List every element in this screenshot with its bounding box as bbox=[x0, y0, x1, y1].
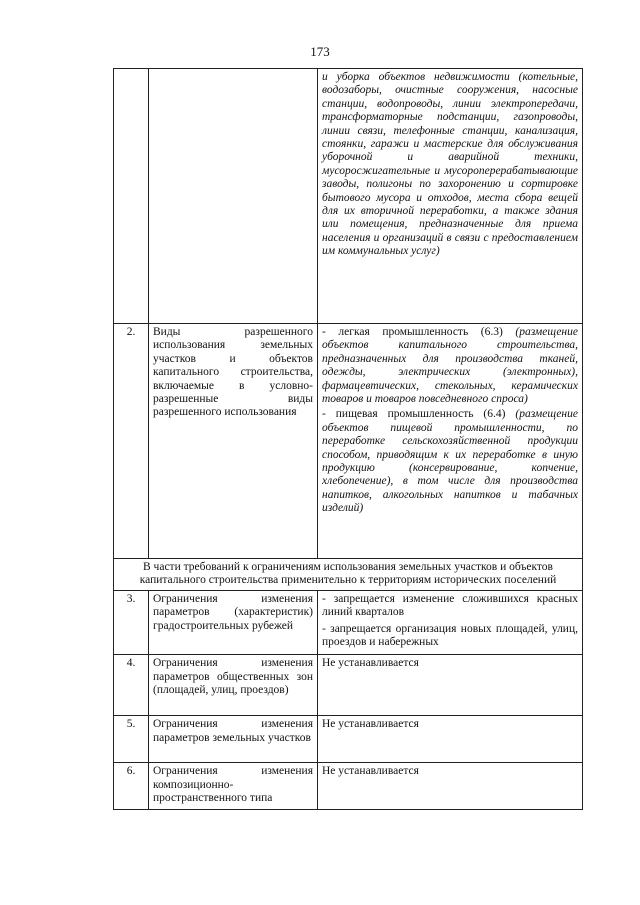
item-description: (размещение объектов пищевой промышленности, по переработке сельскохозяйственной продукции способом, приводящим к их переработке в иную продукцию (консервирование, копчение, хлебопечение), в том числе для производства напитков, алкогольных напитков и табачных изделий) bbox=[322, 408, 578, 515]
content-cell: и уборка объектов недвижимости (котельные, водозаборы, очистные сооружения, насосные станции, водопроводы, линии электропередачи, трансформаторные подстанции, газопроводы, линии связи, телефонные станции, канализация, стоянки, гаражи и мастерские для обслуживания уборочной и аварийной техники, мусоросжигательные и мусороперерабатывающие заводы, полигоны по захоронению и сортировке бытового мусора и отходов, места сбора вещей для их вторичной переработки, а также здания или помещения, предназначенные для приема населения и организаций в связи с предоставлением им коммунальных услуг) bbox=[318, 69, 583, 324]
restriction-item: - запрещается изменение сложившихся красных линий кварталов bbox=[322, 592, 578, 619]
table-row-4 bbox=[114, 655, 583, 716]
table-row-3 bbox=[114, 590, 583, 655]
restriction-item: - запрещается организация новых площадей, улиц, проездов и набережных bbox=[322, 622, 578, 649]
regulations-table bbox=[113, 68, 583, 810]
content-cell: Не устанавливается bbox=[318, 655, 583, 716]
label-cell bbox=[149, 69, 318, 324]
content-cell bbox=[318, 324, 583, 559]
table-row-5 bbox=[114, 716, 583, 763]
row-label: Ограничения изменения параметров (характеристик) градостроительных рубежей bbox=[149, 590, 318, 655]
item-lead: - пищевая промышленность (6.4) bbox=[322, 408, 506, 421]
section-header: В части требований к ограничениям использования земельных участков и объектов капитального строительства применительно к территориям исторических поселений bbox=[114, 559, 583, 591]
row-number: 2. bbox=[114, 324, 149, 559]
content-cell: Не устанавливается bbox=[318, 763, 583, 810]
row-label: Ограничения изменения параметров земельных участков bbox=[149, 716, 318, 763]
row-number: 5. bbox=[114, 716, 149, 763]
row-label: Виды разрешенного использования земельных участков и объектов капитального строительства, включаемые в условно-разрешенные виды разрешенного использования bbox=[149, 324, 318, 559]
table-row-6 bbox=[114, 763, 583, 810]
section-header-row bbox=[114, 559, 583, 591]
content-cell bbox=[318, 590, 583, 655]
row-number: 3. bbox=[114, 590, 149, 655]
number-cell bbox=[114, 69, 149, 324]
row-number: 4. bbox=[114, 655, 149, 716]
row-label: Ограничения изменения параметров общественных зон (площадей, улиц, проездов) bbox=[149, 655, 318, 716]
row-number: 6. bbox=[114, 763, 149, 810]
page-number: 173 bbox=[310, 44, 330, 59]
item-lead: - легкая промышленность (6.3) bbox=[322, 326, 503, 338]
table-row-2 bbox=[114, 324, 583, 559]
table-row-continuation bbox=[114, 69, 583, 324]
row-label: Ограничения изменения композиционно-пространственного типа bbox=[149, 763, 318, 810]
item-description: (размещение объектов капитального строительства, предназначенных для производства тканей, одежды, электрических (электронных), фармацевтических, стекольных, керамических товаров и товаров повседневного спроса) bbox=[322, 326, 578, 406]
content-cell: Не устанавливается bbox=[318, 716, 583, 763]
